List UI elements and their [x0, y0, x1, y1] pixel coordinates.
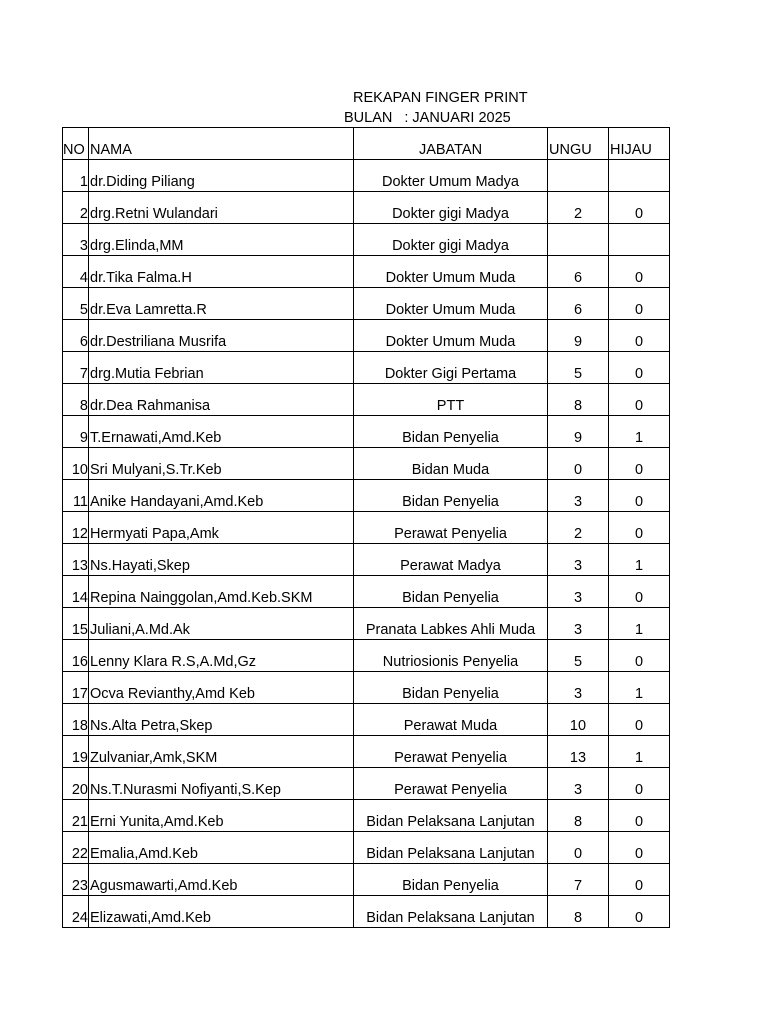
cell-nama: Elizawati,Amd.Keb — [89, 896, 354, 928]
cell-jabatan: Bidan Pelaksana Lanjutan — [354, 832, 548, 864]
table-row — [63, 160, 670, 192]
cell-ungu: 3 — [548, 576, 609, 608]
cell-jabatan: Nutriosionis Penyelia — [354, 640, 548, 672]
cell-jabatan: Bidan Penyelia — [354, 672, 548, 704]
cell-ungu: 8 — [548, 896, 609, 928]
cell-ungu: 0 — [548, 448, 609, 480]
cell-hijau — [609, 160, 670, 192]
cell-jabatan: Perawat Penyelia — [354, 768, 548, 800]
table-row — [63, 704, 670, 736]
cell-no: 6 — [63, 320, 89, 352]
cell-jabatan: Bidan Pelaksana Lanjutan — [354, 896, 548, 928]
cell-hijau: 0 — [609, 640, 670, 672]
cell-no: 3 — [63, 224, 89, 256]
cell-ungu: 5 — [548, 640, 609, 672]
cell-jabatan: Bidan Muda — [354, 448, 548, 480]
cell-jabatan: PTT — [354, 384, 548, 416]
column-header-jabatan: JABATAN — [354, 128, 548, 160]
cell-no: 9 — [63, 416, 89, 448]
cell-no: 20 — [63, 768, 89, 800]
cell-no: 2 — [63, 192, 89, 224]
table-row — [63, 864, 670, 896]
cell-nama: Juliani,A.Md.Ak — [89, 608, 354, 640]
cell-hijau: 0 — [609, 576, 670, 608]
cell-hijau: 0 — [609, 192, 670, 224]
cell-ungu: 6 — [548, 288, 609, 320]
cell-nama: dr.Destriliana Musrifa — [89, 320, 354, 352]
cell-nama: Zulvaniar,Amk,SKM — [89, 736, 354, 768]
cell-nama: drg.Retni Wulandari — [89, 192, 354, 224]
cell-ungu: 3 — [548, 608, 609, 640]
cell-ungu: 6 — [548, 256, 609, 288]
cell-no: 13 — [63, 544, 89, 576]
cell-jabatan: Bidan Pelaksana Lanjutan — [354, 800, 548, 832]
table-row — [63, 800, 670, 832]
cell-ungu: 3 — [548, 480, 609, 512]
cell-jabatan: Bidan Penyelia — [354, 864, 548, 896]
cell-ungu: 5 — [548, 352, 609, 384]
cell-hijau: 0 — [609, 448, 670, 480]
period-value: : JANUARI 2025 — [404, 110, 511, 126]
cell-jabatan: Perawat Madya — [354, 544, 548, 576]
cell-nama: Lenny Klara R.S,A.Md,Gz — [89, 640, 354, 672]
cell-no: 17 — [63, 672, 89, 704]
column-header-nama: NAMA — [89, 128, 354, 160]
table-row — [63, 224, 670, 256]
table-row — [63, 384, 670, 416]
cell-nama: dr.Eva Lamretta.R — [89, 288, 354, 320]
cell-hijau: 0 — [609, 800, 670, 832]
table-row — [63, 256, 670, 288]
cell-no: 19 — [63, 736, 89, 768]
period-label: BULAN — [344, 110, 393, 126]
cell-nama: Anike Handayani,Amd.Keb — [89, 480, 354, 512]
table-row — [63, 352, 670, 384]
cell-jabatan: Dokter Gigi Pertama — [354, 352, 548, 384]
column-header-hijau: HIJAU — [609, 128, 670, 160]
cell-hijau: 0 — [609, 288, 670, 320]
cell-hijau: 1 — [609, 416, 670, 448]
cell-hijau: 0 — [609, 320, 670, 352]
cell-nama: Repina Nainggolan,Amd.Keb.SKM — [89, 576, 354, 608]
cell-nama: Sri Mulyani,S.Tr.Keb — [89, 448, 354, 480]
cell-ungu: 13 — [548, 736, 609, 768]
column-header-no: NO — [63, 128, 89, 160]
table-row — [63, 832, 670, 864]
cell-ungu: 2 — [548, 192, 609, 224]
cell-hijau: 0 — [609, 512, 670, 544]
cell-hijau: 1 — [609, 672, 670, 704]
cell-no: 4 — [63, 256, 89, 288]
table-row — [63, 288, 670, 320]
cell-hijau: 1 — [609, 544, 670, 576]
table-body — [63, 160, 670, 928]
cell-ungu — [548, 160, 609, 192]
cell-hijau: 0 — [609, 480, 670, 512]
cell-jabatan: Dokter Umum Muda — [354, 320, 548, 352]
cell-ungu: 3 — [548, 768, 609, 800]
cell-jabatan: Pranata Labkes Ahli Muda — [354, 608, 548, 640]
cell-jabatan: Dokter Umum Muda — [354, 288, 548, 320]
cell-hijau: 0 — [609, 704, 670, 736]
cell-hijau: 0 — [609, 256, 670, 288]
cell-jabatan: Dokter Umum Muda — [354, 256, 548, 288]
table-row — [63, 640, 670, 672]
cell-ungu: 2 — [548, 512, 609, 544]
column-header-ungu: UNGU — [548, 128, 609, 160]
cell-jabatan: Bidan Penyelia — [354, 480, 548, 512]
cell-nama: Erni Yunita,Amd.Keb — [89, 800, 354, 832]
cell-nama: dr.Tika Falma.H — [89, 256, 354, 288]
table-row — [63, 672, 670, 704]
cell-ungu: 8 — [548, 384, 609, 416]
cell-ungu: 0 — [548, 832, 609, 864]
table-row — [63, 512, 670, 544]
cell-hijau: 1 — [609, 736, 670, 768]
cell-no: 16 — [63, 640, 89, 672]
report-period — [344, 109, 511, 127]
table-row — [63, 608, 670, 640]
cell-no: 14 — [63, 576, 89, 608]
table-row — [63, 896, 670, 928]
cell-ungu: 10 — [548, 704, 609, 736]
cell-hijau: 0 — [609, 768, 670, 800]
table-row — [63, 448, 670, 480]
cell-nama: dr.Dea Rahmanisa — [89, 384, 354, 416]
attendance-table — [62, 127, 670, 928]
cell-ungu: 3 — [548, 672, 609, 704]
cell-hijau: 0 — [609, 832, 670, 864]
cell-no: 21 — [63, 800, 89, 832]
cell-jabatan: Dokter gigi Madya — [354, 224, 548, 256]
cell-no: 12 — [63, 512, 89, 544]
cell-no: 7 — [63, 352, 89, 384]
cell-no: 11 — [63, 480, 89, 512]
cell-ungu: 3 — [548, 544, 609, 576]
cell-jabatan: Perawat Penyelia — [354, 512, 548, 544]
cell-nama: Ocva Revianthy,Amd Keb — [89, 672, 354, 704]
cell-ungu — [548, 224, 609, 256]
cell-hijau: 0 — [609, 352, 670, 384]
cell-no: 8 — [63, 384, 89, 416]
cell-nama: Hermyati Papa,Amk — [89, 512, 354, 544]
table-header-row — [63, 128, 670, 160]
cell-no: 10 — [63, 448, 89, 480]
cell-no: 18 — [63, 704, 89, 736]
table-row — [63, 480, 670, 512]
cell-nama: drg.Elinda,MM — [89, 224, 354, 256]
table-row — [63, 192, 670, 224]
cell-nama: Emalia,Amd.Keb — [89, 832, 354, 864]
table-row — [63, 416, 670, 448]
report-title: REKAPAN FINGER PRINT — [353, 90, 528, 106]
cell-ungu: 9 — [548, 416, 609, 448]
cell-jabatan: Perawat Muda — [354, 704, 548, 736]
cell-hijau: 1 — [609, 608, 670, 640]
table-row — [63, 736, 670, 768]
cell-nama: Ns.Hayati,Skep — [89, 544, 354, 576]
table-row — [63, 576, 670, 608]
cell-jabatan: Perawat Penyelia — [354, 736, 548, 768]
cell-nama: Ns.Alta Petra,Skep — [89, 704, 354, 736]
cell-no: 1 — [63, 160, 89, 192]
cell-jabatan: Dokter Umum Madya — [354, 160, 548, 192]
cell-no: 15 — [63, 608, 89, 640]
cell-hijau — [609, 224, 670, 256]
table-row — [63, 320, 670, 352]
cell-hijau: 0 — [609, 896, 670, 928]
cell-ungu: 8 — [548, 800, 609, 832]
cell-nama: dr.Diding Piliang — [89, 160, 354, 192]
cell-jabatan: Bidan Penyelia — [354, 416, 548, 448]
cell-ungu: 7 — [548, 864, 609, 896]
cell-nama: T.Ernawati,Amd.Keb — [89, 416, 354, 448]
cell-hijau: 0 — [609, 864, 670, 896]
cell-nama: Agusmawarti,Amd.Keb — [89, 864, 354, 896]
cell-hijau: 0 — [609, 384, 670, 416]
cell-no: 24 — [63, 896, 89, 928]
table-row — [63, 768, 670, 800]
table-row — [63, 544, 670, 576]
cell-jabatan: Bidan Penyelia — [354, 576, 548, 608]
cell-nama: Ns.T.Nurasmi Nofiyanti,S.Kep — [89, 768, 354, 800]
cell-nama: drg.Mutia Febrian — [89, 352, 354, 384]
cell-no: 22 — [63, 832, 89, 864]
cell-no: 5 — [63, 288, 89, 320]
cell-ungu: 9 — [548, 320, 609, 352]
cell-jabatan: Dokter gigi Madya — [354, 192, 548, 224]
cell-no: 23 — [63, 864, 89, 896]
